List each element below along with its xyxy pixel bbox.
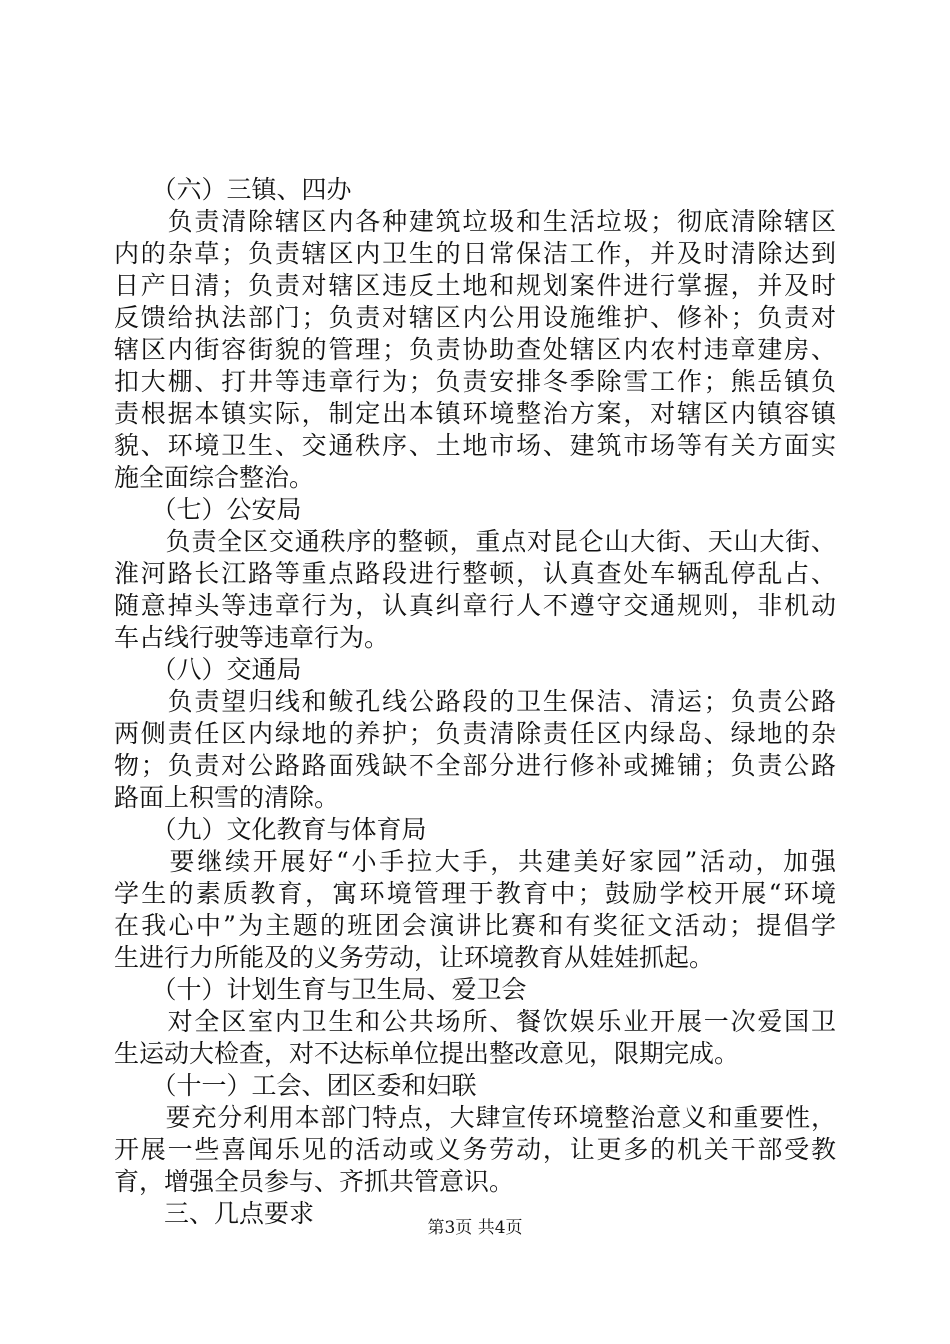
- paragraph-line: 负责清除辖区内各种建筑垃圾和生活垃圾；彻底清除辖区: [114, 207, 836, 236]
- paragraph-line: 内的杂草；负责辖区内卫生的日常保洁工作，并及时清除达到: [114, 239, 836, 268]
- paragraph-line: 生进行力所能及的义务劳动，让环境教育从娃娃抓起。: [114, 943, 715, 972]
- paragraph-line: 日产日清；负责对辖区违反土地和规划案件进行掌握，并及时: [114, 271, 836, 300]
- paragraph-line: 育，增强全员参与、齐抓共管意识。: [114, 1167, 515, 1196]
- paragraph-line: 开展一些喜闻乐见的活动或义务劳动，让更多的机关干部受教: [114, 1135, 836, 1164]
- paragraph-line: 要充分利用本部门特点，大肆宣传环境整治意义和重要性，: [114, 1103, 836, 1132]
- paragraph-line: 随意掉头等违章行为，认真纠章行人不遵守交通规则，非机动: [114, 591, 836, 620]
- paragraph-line: 貌、环境卫生、交通秩序、土地市场、建筑市场等有关方面实: [114, 431, 836, 460]
- section-heading: 三、几点要求: [114, 1199, 315, 1228]
- paragraph-line: 反馈给执法部门；负责对辖区内公用设施维护、修补；负责对: [114, 303, 836, 332]
- section-heading: （七）公安局: [114, 495, 302, 524]
- paragraph-line: 淮河路长江路等重点路段进行整顿，认真查处车辆乱停乱占、: [114, 559, 836, 588]
- page-footer: 第3页 共4页: [427, 1218, 523, 1238]
- section-heading: （六）三镇、四办: [114, 175, 352, 204]
- document-body: [114, 174, 836, 1230]
- paragraph-line: 扣大棚、打井等违章行为；负责安排冬季除雪工作；熊岳镇负: [114, 367, 836, 396]
- paragraph-line: 路面上积雪的清除。: [114, 783, 340, 812]
- section-heading: （十）计划生育与卫生局、爱卫会: [114, 975, 527, 1004]
- paragraph-line: 在我心中”为主题的班团会演讲比赛和有奖征文活动；提倡学: [114, 911, 836, 940]
- paragraph-line: 负责全区交通秩序的整顿，重点对昆仑山大街、天山大街、: [114, 527, 836, 556]
- section-heading: （九）文化教育与体育局: [114, 815, 427, 844]
- section-heading: （八）交通局: [114, 655, 302, 684]
- paragraph-line: 物；负责对公路路面残缺不全部分进行修补或摊铺；负责公路: [114, 751, 836, 780]
- paragraph-line: 生运动大检查，对不达标单位提出整改意见，限期完成。: [114, 1039, 740, 1068]
- paragraph-line: 责根据本镇实际，制定出本镇环境整治方案，对辖区内镇容镇: [114, 399, 836, 428]
- paragraph-line: 辖区内街容街貌的管理；负责协助查处辖区内农村违章建房、: [114, 335, 836, 364]
- paragraph-line: 学生的素质教育，寓环境管理于教育中；鼓励学校开展“环境: [114, 879, 836, 908]
- paragraph-line: 要继续开展好“小手拉大手，共建美好家园”活动，加强: [114, 847, 836, 876]
- paragraph-line: 负责望归线和鲅孔线公路段的卫生保洁、清运；负责公路: [114, 687, 836, 716]
- section-heading: （十一）工会、团区委和妇联: [114, 1071, 477, 1100]
- paragraph-line: 施全面综合整治。: [114, 463, 315, 492]
- paragraph-line: 两侧责任区内绿地的养护；负责清除责任区内绿岛、绿地的杂: [114, 719, 836, 748]
- paragraph-line: 对全区室内卫生和公共场所、餐饮娱乐业开展一次爱国卫: [114, 1007, 836, 1036]
- paragraph-line: 车占线行驶等违章行为。: [114, 623, 390, 652]
